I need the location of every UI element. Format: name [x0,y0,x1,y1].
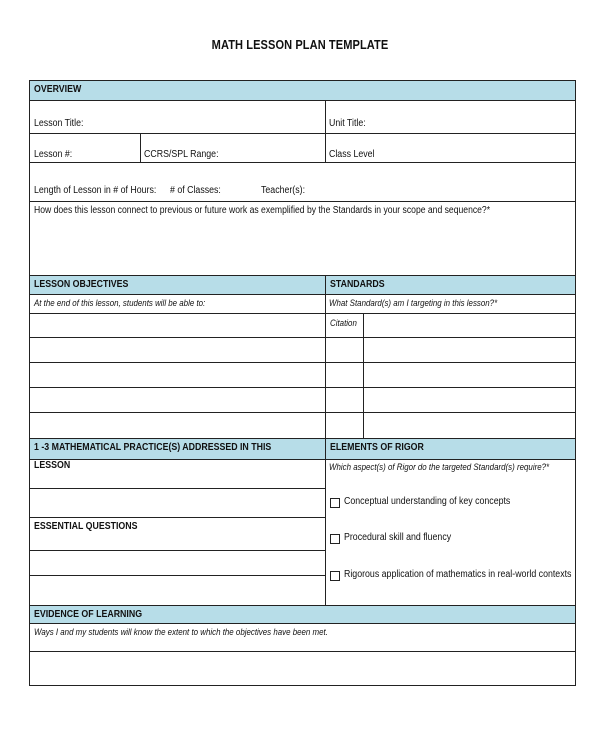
citation-label: Citation [330,318,357,328]
standards-prompt: What Standard(s) am I targeting in this lesson?* [329,298,498,308]
rigor-header: ELEMENTS OF RIGOR [326,439,575,459]
overview-header [30,81,575,100]
evidence-header: EVIDENCE OF LEARNING [30,606,575,623]
lesson-plan-form [29,80,576,686]
rigor-prompt: Which aspect(s) of Rigor do the targeted Standard(s) require?* [329,462,550,472]
rigor-option-conceptual: Conceptual understanding of key concepts [344,496,511,507]
rigor-checkbox-conceptual[interactable] [330,498,340,508]
num-classes-label: # of Classes: [170,185,221,196]
ccrs-range-label: CCRS/SPL Range: [144,149,219,160]
objectives-prompt: At the end of this lesson, students will be able to: [34,298,206,308]
lesson-objectives-header: LESSON OBJECTIVES [30,276,325,294]
lesson-number-label: Lesson #: [34,149,73,160]
evidence-prompt: Ways I and my students will know the extent to which the objectives have been met. [34,627,328,637]
lesson-title-label: Lesson Title: [34,118,84,129]
page-title: MATH LESSON PLAN TEMPLATE [211,37,389,52]
rigor-checkbox-procedural[interactable] [330,534,340,544]
overview-header-label: OVERVIEW [34,84,82,95]
rigor-checkbox-application[interactable] [330,571,340,581]
teachers-label: Teacher(s): [261,185,306,196]
essential-questions-header: ESSENTIAL QUESTIONS [34,521,138,532]
connect-question: How does this lesson connect to previous or future work as exemplified by the Standards in your scope and sequence?* [34,205,491,216]
unit-title-label: Unit Title: [329,118,366,129]
standards-header: STANDARDS [326,276,575,294]
rigor-option-application: Rigorous application of mathematics in real-world contexts [344,569,572,580]
rigor-option-procedural: Procedural skill and fluency [344,532,452,543]
practices-header: 1 -3 MATHEMATICAL PRACTICE(S) ADDRESSED IN THIS LESSON [30,439,325,459]
class-level-label: Class Level [329,149,375,160]
length-label: Length of Lesson in # of Hours: [34,185,157,196]
